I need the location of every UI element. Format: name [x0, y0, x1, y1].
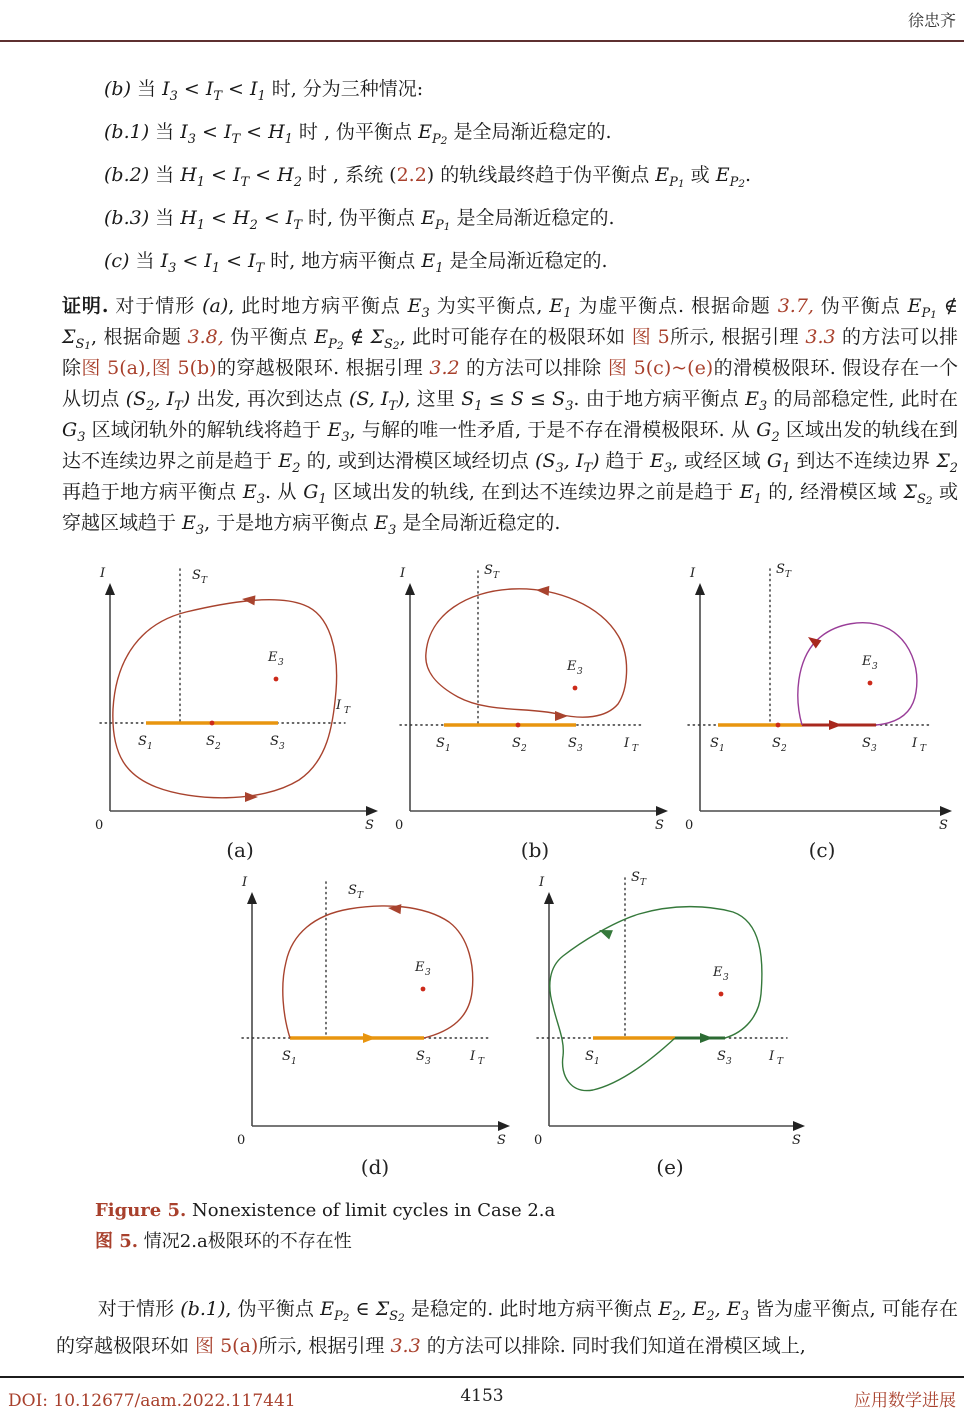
svg-text:T: T	[357, 891, 364, 901]
ref-link[interactable]: 图 5(b)	[151, 357, 217, 379]
pseudo-equilibrium-dot	[210, 721, 215, 726]
axis-label-s: S	[792, 1133, 801, 1148]
limit-cycle-curve	[113, 600, 337, 798]
limit-cycle-curve	[426, 589, 627, 717]
label-s2: S	[512, 736, 521, 751]
label-it: I	[336, 698, 342, 713]
subfigure-d-plot	[230, 868, 520, 1153]
label-s2: S	[206, 734, 215, 749]
x-axis-arrow-icon	[656, 806, 668, 816]
subfigure-e-plot	[525, 868, 815, 1153]
svg-text:1: 1	[291, 1057, 297, 1067]
subcaption-d: (d)	[360, 1155, 390, 1179]
flow-arrow-icon	[241, 594, 255, 605]
subfigure-a-plot	[90, 561, 390, 836]
header	[0, 0, 964, 31]
subfigure-b	[390, 561, 680, 862]
subcaption-a: (a)	[226, 838, 254, 862]
flow-arrow-icon	[536, 585, 550, 596]
flow-arrow-icon	[363, 1033, 376, 1043]
flow-arrow-icon	[555, 711, 568, 721]
figure-caption-en-label: Figure 5.	[95, 1200, 187, 1221]
y-axis-arrow-icon	[105, 583, 115, 595]
case-item-b3: (b.3) 当 $H_1 < H_2 < I_T$ 时, 伪平衡点 $E_{P1}$ 是全局渐近稳定的.	[104, 207, 615, 233]
e3-dot	[719, 992, 724, 997]
axis-label-s: S	[365, 818, 374, 833]
svg-text:3: 3	[723, 973, 729, 983]
svg-text:3: 3	[726, 1057, 732, 1067]
flow-arrow-icon	[388, 903, 402, 914]
label-e3: E	[567, 659, 577, 674]
label-s1: S	[282, 1049, 291, 1064]
page-number: 4153	[460, 1386, 504, 1406]
figure-caption-cn	[95, 1226, 958, 1257]
svg-text:3: 3	[577, 667, 583, 677]
origin-label: 0	[395, 818, 404, 833]
svg-text:3: 3	[577, 744, 583, 754]
label-s2: S	[772, 736, 781, 751]
ref-link[interactable]: 3.3	[390, 1335, 421, 1357]
svg-text:T: T	[785, 570, 792, 580]
x-axis-arrow-icon	[498, 1121, 510, 1131]
svg-text:1: 1	[445, 744, 451, 754]
axis-label-s: S	[497, 1133, 506, 1148]
proof-paragraph: 证明. 对于情形 (a), 此时地方病平衡点 $E_3$ 为实平衡点, $E_1$ 为虚平衡点. 根据命题 3.7, 伪平衡点 $E_{P1}$ ∉ $\Sigma_{S1}$, 根据命题 3.8, 伪平衡点 $E_{P2}$ ∉ $\Sigma_{S2}$, 此时可能存在的极限环如 图 5所示, 根据引理 3.3 的方法可以排除图 5(a),图 5(b)的穿越极限环. 根据引理 3.2 的方法可以排除 图 5(c)~(e)的滑模极限环. 假设存在一个从切点 ($S_2$, $I_T$) 出发, 再次到达点 (S, $I_T$), 这里 $S_1 \le S \le S_3$. 由于地方病平衡点 $E_3$ 的局部稳定性, 此时在 $G_3$ 区域闭轨外的解轨线将趋于 $E_3$, 与解的唯一性矛盾, 于是不存在滑模极限环. 从 $G_2$ 区域出发的轨线在到达不连续边界之前是趋于 $E_2$ 的, 或到达滑模区域经切点 ($S_3$, $I_T$) 趋于 $E_3$, 或经区域 $G_1$ 到达不连续边界 $\Sigma_2$ 再趋于地方病平衡点 $E_3$. 从 $G_1$ 区域出发的轨线, 在到达不连续边界之前是趋于 $E_1$ 的, 经滑模区域 $\Sigma_{S2}$ 或穿越区域趋于 $E_3$, 于是地方病平衡点 $E_3$ 是全局渐近稳定的.	[62, 295, 959, 538]
author-name: 徐忠齐	[907, 11, 956, 30]
doi-link[interactable]: DOI: 10.12677/aam.2022.117441	[8, 1391, 296, 1411]
figure-caption-en-text: Nonexistence of limit cycles in Case 2.a	[192, 1200, 556, 1221]
flow-arrow-icon	[245, 792, 258, 802]
label-e3: E	[713, 965, 723, 980]
subfigure-c-plot	[680, 561, 964, 836]
label-it: I	[470, 1049, 476, 1064]
axis-label-i: I	[690, 566, 696, 581]
ref-link[interactable]: 3.3	[805, 326, 836, 348]
subfigure-c	[680, 561, 964, 862]
case-item-b2: (b.2) 当 $H_1 < I_T < H_2$ 时 , 系统 (2.2) 的轨线最终趋于伪平衡点 $E_{P1}$ 或 $E_{P2}$.	[104, 164, 752, 190]
limit-cycle-curve	[283, 906, 473, 1038]
case-item-b1: (b.1) 当 $I_3 < I_T < H_1$ 时 , 伪平衡点 $E_{P2}$ 是全局渐近稳定的.	[104, 121, 612, 147]
y-axis-arrow-icon	[405, 583, 415, 595]
e3-dot	[868, 681, 873, 686]
figure-caption-cn-label: 图 5.	[95, 1231, 139, 1252]
svg-text:T: T	[478, 1057, 485, 1067]
label-s3: S	[270, 734, 279, 749]
figure-5-row-2	[0, 868, 964, 1179]
svg-text:2: 2	[215, 742, 221, 752]
flow-arrow-icon	[805, 633, 821, 649]
figure-caption-cn-text: 情况2.a极限环的不存在性	[143, 1231, 352, 1252]
axis-label-i: I	[539, 875, 545, 890]
label-s1: S	[138, 734, 147, 749]
subfigure-b-plot	[390, 561, 680, 836]
label-it: I	[624, 736, 630, 751]
figure-5-row-1	[0, 561, 964, 862]
footer	[0, 1376, 964, 1414]
svg-text:3: 3	[425, 1057, 431, 1067]
origin-label: 0	[685, 818, 694, 833]
svg-text:3: 3	[871, 744, 877, 754]
y-axis-arrow-icon	[247, 892, 257, 904]
svg-text:1: 1	[594, 1057, 600, 1067]
y-axis-arrow-icon	[544, 892, 554, 904]
svg-text:T: T	[920, 744, 927, 754]
label-s1: S	[710, 736, 719, 751]
svg-text:1: 1	[719, 744, 725, 754]
svg-text:3: 3	[279, 742, 285, 752]
e3-dot	[421, 987, 426, 992]
flow-arrow-icon	[829, 720, 842, 730]
axis-label-i: I	[400, 566, 406, 581]
ref-link[interactable]: 图 5(a),	[81, 357, 152, 379]
origin-label: 0	[237, 1133, 246, 1148]
flow-arrow-icon	[700, 1033, 713, 1043]
pseudo-equilibrium-dot	[516, 723, 521, 728]
pseudo-equilibrium-dot	[776, 723, 781, 728]
svg-text:T: T	[201, 576, 208, 586]
limit-cycle-curve	[798, 623, 917, 725]
svg-text:T: T	[777, 1057, 784, 1067]
axis-label-s: S	[939, 818, 948, 833]
svg-text:1: 1	[147, 742, 153, 752]
label-s1: S	[585, 1049, 594, 1064]
label-st: S	[484, 563, 493, 578]
case-list	[104, 76, 956, 274]
header-rule	[0, 40, 964, 42]
svg-text:3: 3	[872, 662, 878, 672]
origin-label: 0	[534, 1133, 543, 1148]
svg-text:T: T	[640, 878, 647, 888]
ref-link[interactable]: 图 5(a)	[195, 1335, 259, 1357]
axis-label-i: I	[242, 875, 248, 890]
label-st: S	[776, 562, 785, 577]
label-st: S	[192, 568, 201, 583]
subfigure-d	[230, 868, 520, 1179]
closing-paragraph: 对于情形 (b.1), 伪平衡点 $E_{P2}$ ∈ $\Sigma_{S2}$ 是稳定的. 此时地方病平衡点 $E_2$, $E_2$, $E_3$ 皆为虚平衡点, 可能存在的穿越极限环如 图 5(a)所示, 根据引理 3.3 的方法可以排除. 同时我们知道在滑模区域上,	[56, 1298, 959, 1357]
x-axis-arrow-icon	[940, 806, 952, 816]
svg-text:T: T	[493, 571, 500, 581]
svg-text:T: T	[632, 744, 639, 754]
ref-link[interactable]: 图 5	[631, 326, 670, 348]
svg-text:3: 3	[278, 658, 284, 668]
label-e3: E	[862, 654, 872, 669]
label-st: S	[631, 870, 640, 885]
ref-link[interactable]: 3.7,	[777, 295, 814, 317]
label-st: S	[348, 883, 357, 898]
figure-caption-en	[95, 1195, 958, 1226]
label-e3: E	[268, 650, 278, 665]
subfigure-e	[525, 868, 815, 1179]
label-s3: S	[568, 736, 577, 751]
svg-text:T: T	[344, 706, 351, 716]
ref-link[interactable]: 3.8,	[187, 326, 224, 348]
label-s3: S	[717, 1049, 726, 1064]
e3-dot	[274, 677, 279, 682]
svg-text:2: 2	[781, 744, 787, 754]
case-item-b: (b) 当 $I_3 < I_T < I_1$ 时, 分为三种情况:	[104, 78, 424, 104]
svg-text:2: 2	[521, 744, 527, 754]
svg-text:3: 3	[425, 968, 431, 978]
label-s3: S	[862, 736, 871, 751]
x-axis-arrow-icon	[793, 1121, 805, 1131]
ref-link[interactable]: 3.2	[429, 357, 460, 379]
label-it: I	[912, 736, 918, 751]
x-axis-arrow-icon	[366, 806, 378, 816]
y-axis-arrow-icon	[695, 583, 705, 595]
figure-caption	[95, 1195, 958, 1257]
label-e3: E	[415, 960, 425, 975]
subcaption-b: (b)	[520, 838, 550, 862]
ref-link[interactable]: 2.2	[396, 164, 427, 186]
journal-name: 应用数学进展	[854, 1391, 956, 1411]
case-item-c: (c) 当 $I_3 < I_1 < I_T$ 时, 地方病平衡点 $E_1$ 是全局渐近稳定的.	[104, 250, 608, 276]
subfigure-a	[90, 561, 390, 862]
label-s3: S	[416, 1049, 425, 1064]
axis-label-i: I	[100, 566, 106, 581]
e3-dot	[573, 686, 578, 691]
subcaption-c: (c)	[808, 838, 836, 862]
origin-label: 0	[95, 818, 104, 833]
subcaption-e: (e)	[656, 1155, 684, 1179]
ref-link[interactable]: 图 5(c)~(e)	[607, 357, 714, 379]
label-s1: S	[436, 736, 445, 751]
axis-label-s: S	[655, 818, 664, 833]
label-it: I	[769, 1049, 775, 1064]
